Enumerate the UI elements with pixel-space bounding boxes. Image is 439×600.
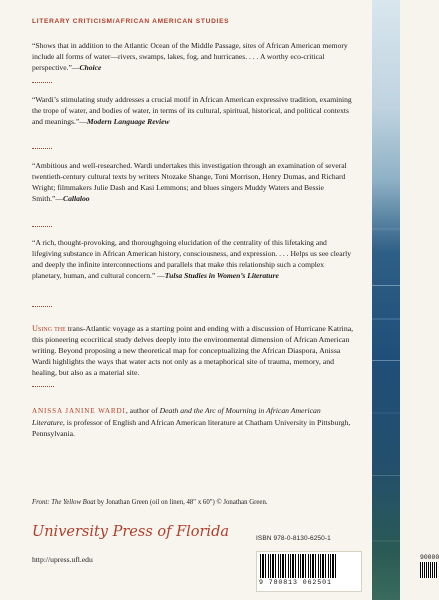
quote-text: “Ambitious and well-researched. Wardi undertakes this investigation through an examination of several twentieth-century cultural texts by writers Ntozake Shange, Toni Morrison, Henry Dumas, and Richard Wright; filmmakers Julie Dash and Kasi Lemmons; and blues singers Muddy Waters and Bessie Smith.”— [32, 161, 347, 203]
book-summary [32, 323, 354, 378]
isbn: ISBN 978-0-8130-6250-1 [256, 535, 331, 542]
cover-art-wave [372, 475, 400, 476]
artwork-title: The Yellow Boat [51, 498, 96, 506]
publisher-url: http://upress.ufl.edu [32, 555, 93, 564]
author-bio [32, 405, 354, 439]
cover-art-wave [372, 228, 400, 230]
price-barcode-bars [420, 562, 438, 578]
divider [32, 386, 54, 387]
review-quote [32, 160, 354, 204]
author-book-title: Death and the Arc of Mourning in African American Literature [32, 405, 321, 427]
divider [32, 148, 52, 149]
cover-art-wave [372, 412, 400, 414]
front-label: Front: [32, 498, 50, 506]
price-code-area [338, 552, 439, 578]
cover-art-wave [372, 540, 400, 542]
author-bio-prefix: , author of [125, 405, 160, 415]
review-quote [32, 40, 354, 73]
review-quote [32, 237, 354, 281]
cover-art-strip [372, 0, 400, 600]
quote-text: “Shows that in addition to the Atlantic Ocean of the Middle Passage, sites of African American memory include all forms of water—rivers, swamps, lakes, fog, and hurricanes. . . . A worthy eco-critical perspective.”— [32, 41, 348, 72]
quote-source: Callaloo [63, 194, 90, 203]
quote-source: Modern Language Review [86, 117, 170, 126]
cover-art-wave [372, 360, 400, 361]
author-name: ANISSA JANINE WARDI [32, 406, 126, 415]
barcode-number: 9 780813 062501 [259, 579, 332, 586]
quote-text: “A rich, thought-provoking, and thoroughgoing elucidation of the centrality of this lifetaking and lifegiving substance in African American history, consciousness, and expression. . . . Helps us see clearly and deeply the infinite interconnections and parallels that make this relationship such a complex planetary, human, and cultural concern.” — [32, 238, 351, 280]
summary-lead: Using the [32, 323, 66, 333]
cover-credit [32, 498, 354, 508]
cover-art-wave [372, 318, 400, 320]
review-quote [32, 94, 354, 127]
cover-art-wave [372, 285, 400, 286]
divider [32, 226, 52, 227]
barcode [256, 551, 439, 592]
divider [32, 82, 52, 83]
divider [32, 306, 52, 307]
category-label: LITERARY CRITICISM/AFRICAN AMERICAN STUDIES [32, 18, 230, 25]
quote-source: Choice [79, 63, 102, 72]
quote-source: Tulsa Studies in Women’s Literature [164, 271, 279, 280]
price-code: 90000 [420, 554, 439, 561]
quote-text: “Wardi’s stimulating study addresses a crucial motif in African American expressive tradition, examining the trope of water, and bodies of water, in terms of its cultural, spiritual, historical, and political contexts and meanings.”— [32, 95, 352, 126]
author-bio-suffix: , is professor of English and African American literature at Chatham University in Pittsburgh, Pennsylvania. [32, 417, 351, 438]
summary-text: trans-Atlantic voyage as a starting point and ending with a discussion of Hurricane Katrina, this pioneering ecocritical study delves deeply into the environmental dimension of African American writing. Beyond proposing a new theoretical map for conceptualizing the African Diaspora, Anissa Wardi highlights the ways that water acts not only as a metaphorical site of trauma, memory, and healing, but also as a material site. [32, 323, 354, 377]
artwork-credit: by Jonathan Green (oil on linen, 48″ x 60″) © Jonathan Green. [95, 498, 268, 506]
publisher-logo: University Press of Florida [32, 524, 229, 540]
